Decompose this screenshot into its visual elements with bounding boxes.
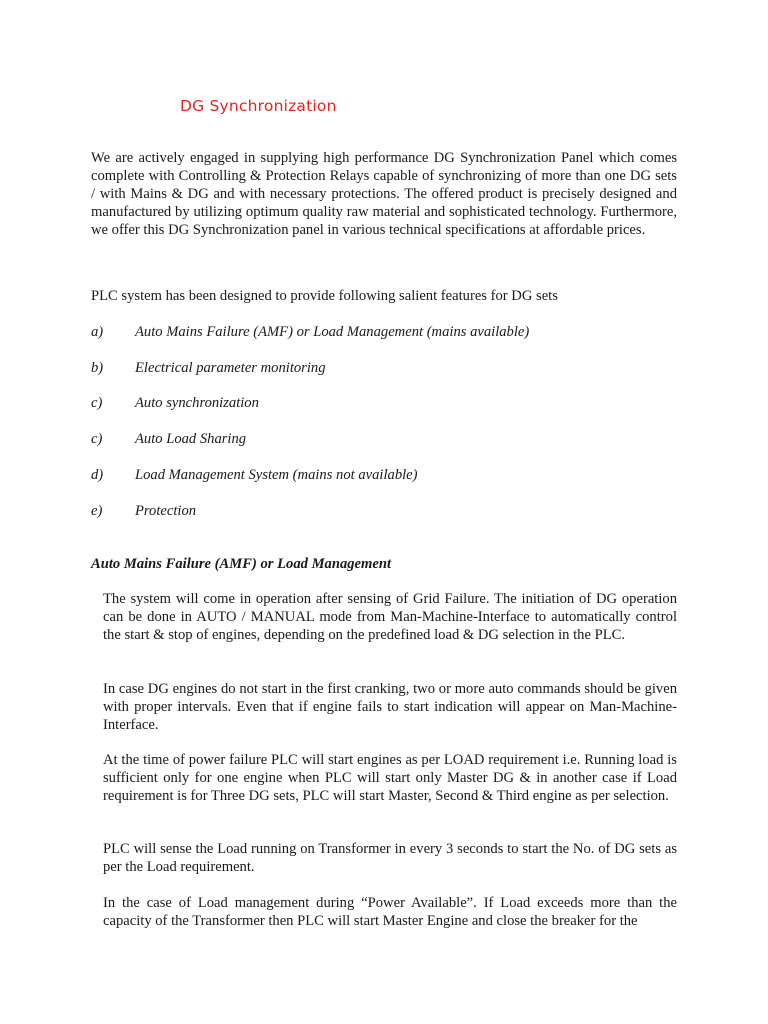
section-heading: Auto Mains Failure (AMF) or Load Management — [91, 556, 392, 572]
feature-letter: c) — [91, 395, 103, 411]
body-paragraph: PLC will sense the Load running on Transformer in every 3 seconds to start the No. of DG sets as per the Load requirement. — [103, 841, 677, 875]
feature-item — [91, 502, 677, 520]
body-paragraph: In case DG engines do not start in the first cranking, two or more auto commands should be given with proper intervals. Even that if engine fails to start indication will appear on Man-Machine-Interface. — [103, 681, 677, 733]
body-paragraph: At the time of power failure PLC will start engines as per LOAD requirement i.e. Running load is sufficient only for one engine when PLC will start only Master DG & in another case if Load requirement is for Three DG sets, PLC will start Master, Second & Third engine as per selection. — [103, 752, 677, 804]
feature-text: Electrical parameter monitoring — [135, 360, 326, 376]
feature-letter: e) — [91, 503, 103, 519]
feature-text: Auto synchronization — [135, 395, 259, 411]
feature-text: Load Management System (mains not available) — [135, 467, 418, 483]
feature-item — [91, 323, 677, 341]
feature-item — [91, 359, 677, 377]
feature-text: Auto Mains Failure (AMF) or Load Management (mains available) — [135, 324, 530, 340]
intro-paragraph: We are actively engaged in supplying high performance DG Synchronization Panel which comes complete with Controlling & Protection Relays capable of synchronizing of more than one DG sets / with Mains & DG and with necessary protections. The offered product is precisely designed and manufactured by utilizing optimum quality raw material and sophisticated technology. Furthermore, we offer this DG Synchronization panel in various technical specifications at affordable prices. — [91, 150, 677, 238]
feature-letter: c) — [91, 431, 103, 447]
page-title: DG Synchronization — [180, 97, 337, 115]
body-paragraph: In the case of Load management during “Power Available”. If Load exceeds more than the capacity of the Transformer then PLC will start Master Engine and close the breaker for the — [103, 895, 677, 929]
feature-letter: d) — [91, 467, 104, 483]
feature-item — [91, 430, 677, 448]
body-paragraph: The system will come in operation after sensing of Grid Failure. The initiation of DG operation can be done in AUTO / MANUAL mode from Man-Machine-Interface to automatically control the start & stop of engines, depending on the predefined load & DG selection in the PLC. — [103, 591, 677, 643]
feature-item — [91, 466, 677, 484]
feature-text: Auto Load Sharing — [135, 431, 247, 447]
feature-item — [91, 394, 677, 412]
features-lead-text: PLC system has been designed to provide following salient features for DG sets — [91, 288, 558, 304]
feature-letter: a) — [91, 324, 104, 340]
feature-letter: b) — [91, 360, 104, 376]
feature-text: Protection — [135, 503, 197, 519]
